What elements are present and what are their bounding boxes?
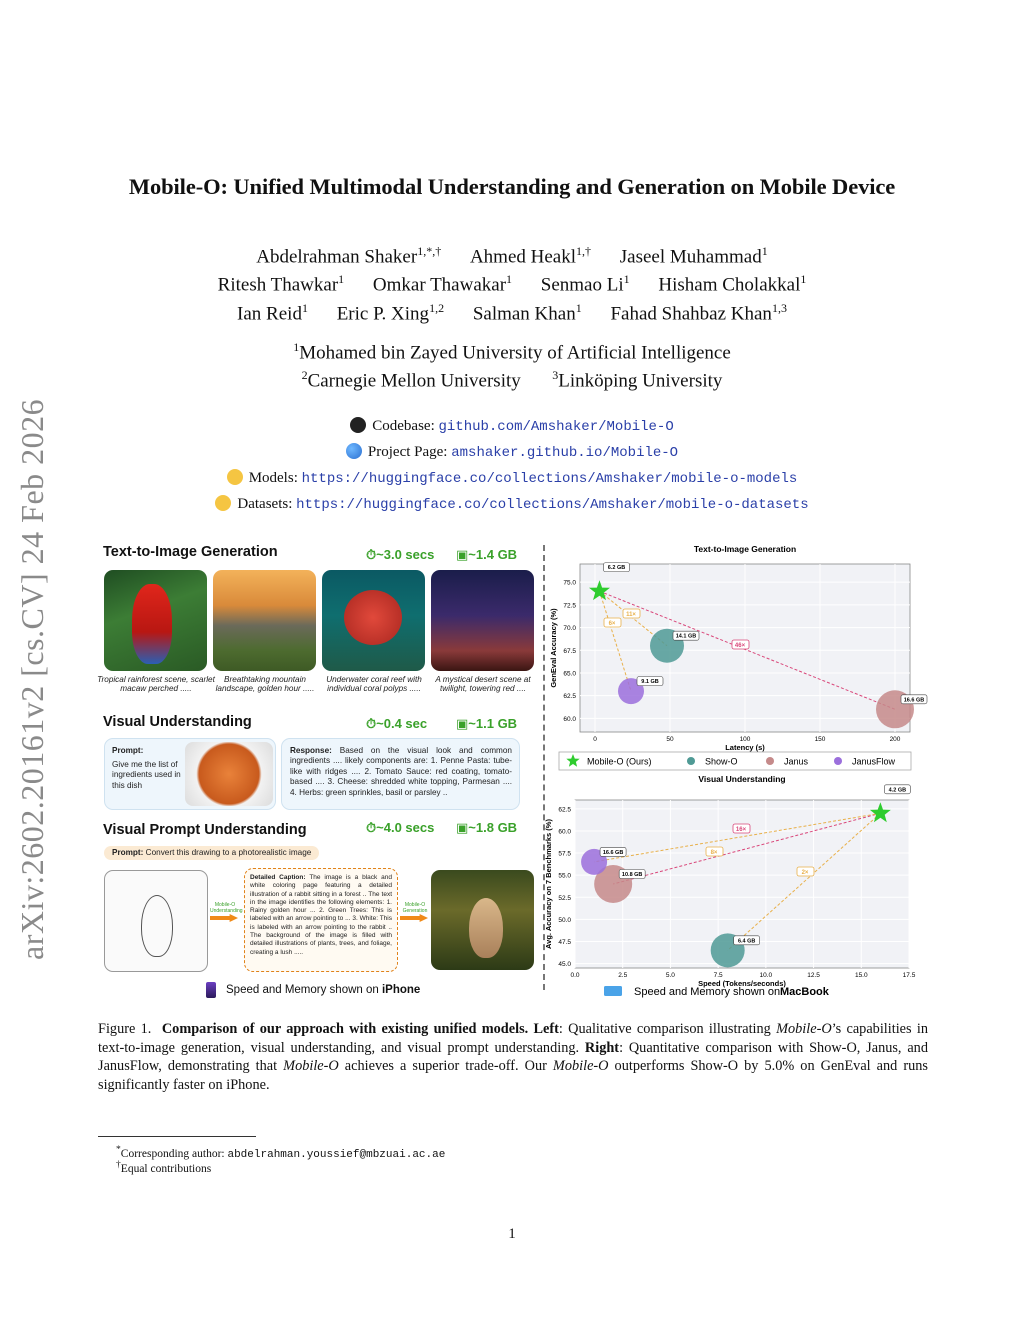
y-tick-label: 52.5 — [558, 894, 571, 902]
author: Jaseel Muhammad$^1$ — [619, 244, 768, 268]
vu-memory: ▣~1.1 GB — [456, 716, 518, 731]
memory-label: 14.1 GB — [675, 633, 697, 640]
y-tick-label: 75.0 — [563, 579, 576, 587]
detailed-caption-text: Detailed Caption: The image is a black and white coloring page featuring a detailed illustration of a rabbit sitting in a forest .. The text in the image identifies the following elements: 1. Rainy golden hour ... 2. Green Trees: This is labeled with an arrow pointing to ... 3. White: This is labeled with an arrow pointing to the rabbit .. The background of the image is filled with detailed illustrations of plants, trees, and foliage, creating a lush ..... — [250, 874, 392, 956]
chart-title: Text-to-Image Generation — [693, 544, 797, 554]
device-note-device: MacBook — [780, 986, 829, 998]
vu-prompt-box — [104, 738, 276, 810]
memory-label: 16.6 GB — [903, 697, 925, 704]
x-tick-label: 5.0 — [665, 972, 675, 979]
memory-label: 9.1 GB — [641, 679, 659, 686]
datasets-link[interactable]: https://huggingface.co/collections/Amshaker/mobile-o-datasets — [296, 497, 809, 513]
image-caption: A mystical desert scene at twilight, towering red .... — [435, 675, 531, 693]
y-tick-label: 57.5 — [558, 850, 571, 858]
chart-visual-understanding — [544, 774, 916, 988]
x-tick-label: 50 — [666, 736, 674, 743]
author: Ahmed Heakl$^{1,\dagger}$ — [469, 244, 592, 268]
author: Omkar Thawakar$^1$ — [372, 272, 513, 296]
resource-links — [0, 414, 1024, 518]
project-page-link[interactable]: amshaker.github.io/Mobile-O — [451, 445, 679, 461]
author-row-2 — [0, 268, 1024, 296]
author: Hisham Cholakkal$^1$ — [658, 272, 807, 296]
x-tick-label: 12.5 — [807, 972, 820, 979]
legend-marker — [687, 757, 695, 765]
arrow-right-icon — [210, 914, 238, 922]
chart-title: Visual Understanding — [698, 774, 786, 784]
rabbit-sketch-image — [104, 870, 208, 972]
x-tick-label: 7.5 — [713, 972, 723, 979]
y-axis-label: Avg. Accuracy on 7 Benchmarks (%) — [544, 819, 553, 949]
legend-marker — [834, 757, 842, 765]
codebase-row: Codebase: github.com/Amshaker/Mobile-O — [0, 414, 1024, 440]
author-row-3 — [0, 297, 1024, 325]
author: Ian Reid$^1$ — [237, 300, 308, 324]
affiliations — [0, 336, 1024, 393]
image-caption: Underwater coral reef with individual coral polyps ..... — [326, 675, 422, 693]
vu-section-title: Visual Understanding — [103, 714, 252, 730]
github-icon — [350, 417, 366, 433]
x-tick-label: 100 — [739, 736, 751, 743]
memory-label: 4.2 GB — [888, 787, 907, 794]
understanding-arrow-label: Mobile-O Understanding — [210, 902, 243, 914]
y-tick-label: 60.0 — [558, 828, 571, 836]
speedup-label: 8× — [710, 850, 718, 856]
x-axis-label: Latency (s) — [725, 743, 765, 752]
author-list — [0, 240, 1024, 325]
y-tick-label: 47.5 — [558, 938, 571, 946]
t2i-memory: ▣~1.4 GB — [456, 547, 518, 562]
y-tick-label: 50.0 — [558, 916, 571, 924]
legend-marker — [766, 757, 774, 765]
footnote-rule — [98, 1136, 256, 1137]
y-axis-label: GenEval Accuracy (%) — [549, 608, 558, 688]
legend-label: JanusFlow — [852, 756, 896, 767]
generated-image-parrot — [104, 570, 207, 671]
author: Salman Khan$^1$ — [472, 300, 582, 324]
project-row: Project Page: amshaker.github.io/Mobile-O — [0, 440, 1024, 466]
prompt-text: Give me the list of ingredients used in this dish — [112, 760, 181, 790]
memory-label: 10.8 GB — [621, 872, 643, 878]
y-tick-label: 72.5 — [563, 602, 576, 610]
y-tick-label: 70.0 — [563, 625, 576, 633]
codebase-link[interactable]: github.com/Amshaker/Mobile-O — [438, 419, 674, 435]
x-tick-label: 17.5 — [902, 972, 916, 979]
affiliation-line-1: $^1$Mohamed bin Zayed University of Artificial Intelligence — [293, 340, 731, 364]
generated-image-desert — [431, 570, 534, 671]
iphone-icon — [206, 982, 216, 998]
author: Eric P. Xing$^{1,2}$ — [336, 300, 445, 324]
macbook-icon — [604, 986, 622, 996]
footnote-equal: †Equal contributions — [116, 1159, 212, 1175]
globe-icon — [346, 443, 362, 459]
x-tick-label: 2.5 — [618, 972, 628, 979]
vu-time: ⏱~0.4 sec — [366, 716, 428, 731]
vu-response-box — [281, 738, 520, 810]
left-device-note: Speed and Memory shown on iPhone — [226, 984, 421, 996]
legend-label: Show-O — [705, 756, 738, 767]
speedup-label: 16× — [735, 827, 747, 833]
models-row: Models: https://huggingface.co/collections/Amshaker/mobile-o-models — [0, 466, 1024, 492]
x-axis-label: Speed (Tokens/seconds) — [698, 979, 786, 988]
x-tick-label: 10.0 — [759, 972, 773, 979]
t2i-time: ⏱~3.0 secs — [366, 547, 435, 562]
speedup-label: 46× — [734, 643, 746, 649]
generated-rabbit-image — [431, 870, 534, 970]
vpu-prompt-chip: Prompt: Convert this drawing to a photorealistic image — [104, 846, 319, 860]
t2i-section-title: Text-to-Image Generation — [103, 544, 278, 560]
speedup-label: 11× — [626, 612, 636, 618]
y-tick-label: 45.0 — [558, 961, 571, 969]
response-text: Response: Based on the visual look and common ingredients .... likely components are: 1. Penne Pasta: tube-like with ridges .... 2. Tomato Sauce: red coating, tomato-based .... 3. Cheese: shredded white topping, Parmesan .... 4. Herbs: green sprinkles, basil or parsley .. — [290, 746, 512, 797]
detailed-caption-box — [244, 868, 398, 972]
x-tick-label: 15.0 — [854, 972, 868, 979]
datasets-row: Datasets: https://huggingface.co/collections/Amshaker/mobile-o-datasets — [0, 492, 1024, 518]
hugging-face-icon — [215, 495, 231, 511]
generated-image-mountains — [213, 570, 316, 671]
pasta-dish-image — [185, 742, 273, 806]
affiliation-line-2: $^2$Carnegie Mellon University $^3$Linköping University — [301, 368, 723, 392]
x-tick-label: 0 — [593, 736, 597, 743]
x-tick-label: 200 — [889, 736, 901, 743]
legend-label: Janus — [784, 756, 809, 767]
legend-label: Mobile-O (Ours) — [587, 756, 652, 767]
arrow-right-icon — [400, 914, 428, 922]
models-link[interactable]: https://huggingface.co/collections/Amshaker/mobile-o-models — [301, 471, 798, 487]
hugging-face-icon — [227, 469, 243, 485]
y-tick-label: 60.0 — [563, 715, 576, 723]
x-tick-label: 0.0 — [570, 972, 580, 979]
x-tick-label: 150 — [814, 736, 826, 743]
quantitative-charts — [545, 538, 935, 1003]
y-tick-label: 67.5 — [563, 647, 576, 655]
y-tick-label: 65.0 — [563, 670, 576, 678]
paper-title: Mobile-O: Unified Multimodal Understanding and Generation on Mobile Device — [128, 174, 896, 199]
y-tick-label: 55.0 — [558, 872, 571, 880]
memory-label: 6.2 GB — [607, 565, 626, 572]
y-tick-label: 62.5 — [558, 806, 571, 814]
device-note-prefix: Speed and Memory shown on — [634, 986, 781, 998]
speedup-label: 6× — [608, 621, 616, 627]
vpu-memory: ▣~1.8 GB — [456, 820, 518, 835]
footnote-corresponding: *Corresponding author: abdelrahman.youssief@mbzuai.ac.ae — [116, 1144, 446, 1161]
generation-arrow-label: Mobile-O Generation — [402, 902, 428, 914]
author: Senmao Li$^1$ — [540, 272, 630, 296]
right-device-note — [604, 986, 830, 998]
author: Fahad Shahbaz Khan$^{1,3}$ — [610, 300, 787, 324]
arxiv-identifier: arXiv:2602.20161v2 [cs.CV] 24 Feb 2026 — [14, 398, 50, 960]
image-caption: Breathtaking mountain landscape, golden hour ..... — [215, 675, 315, 693]
author: Abdelrahman Shaker$^{1,*,\dagger}$ — [256, 244, 442, 268]
y-tick-label: 62.5 — [563, 693, 576, 701]
chart-legend — [559, 752, 911, 770]
memory-label: 6.4 GB — [737, 938, 756, 945]
figure-caption: Figure 1. Comparison of our approach with existing unified models. Left: Qualitative comparison illustrating Mobile-O’s capabilities in text-to-image generation, visual understanding, and visual prompt understanding. Right: Quantitative comparison with Show-O, Janus, and JanusFlow, demonstrating that Mobile-O achieves a superior trade-off. Our Mobile-O outperforms Show-O by 5.0% on GenEval and runs significantly faster on iPhone. — [98, 1021, 928, 1093]
author: Ritesh Thawkar$^1$ — [217, 272, 345, 296]
page-number: 1 — [508, 1226, 516, 1242]
vpu-time: ⏱~4.0 secs — [366, 820, 435, 835]
image-caption: Tropical rainforest scene, scarlet macaw perched ..... — [97, 675, 215, 693]
chart-text-to-image — [549, 544, 927, 752]
memory-label: 16.6 GB — [602, 849, 624, 856]
speedup-label: 2× — [801, 870, 809, 876]
prompt-label: Prompt: — [112, 746, 144, 755]
generated-image-coral-reef — [322, 570, 425, 671]
author-row-1 — [0, 240, 1024, 268]
vpu-section-title: Visual Prompt Understanding — [103, 822, 307, 838]
